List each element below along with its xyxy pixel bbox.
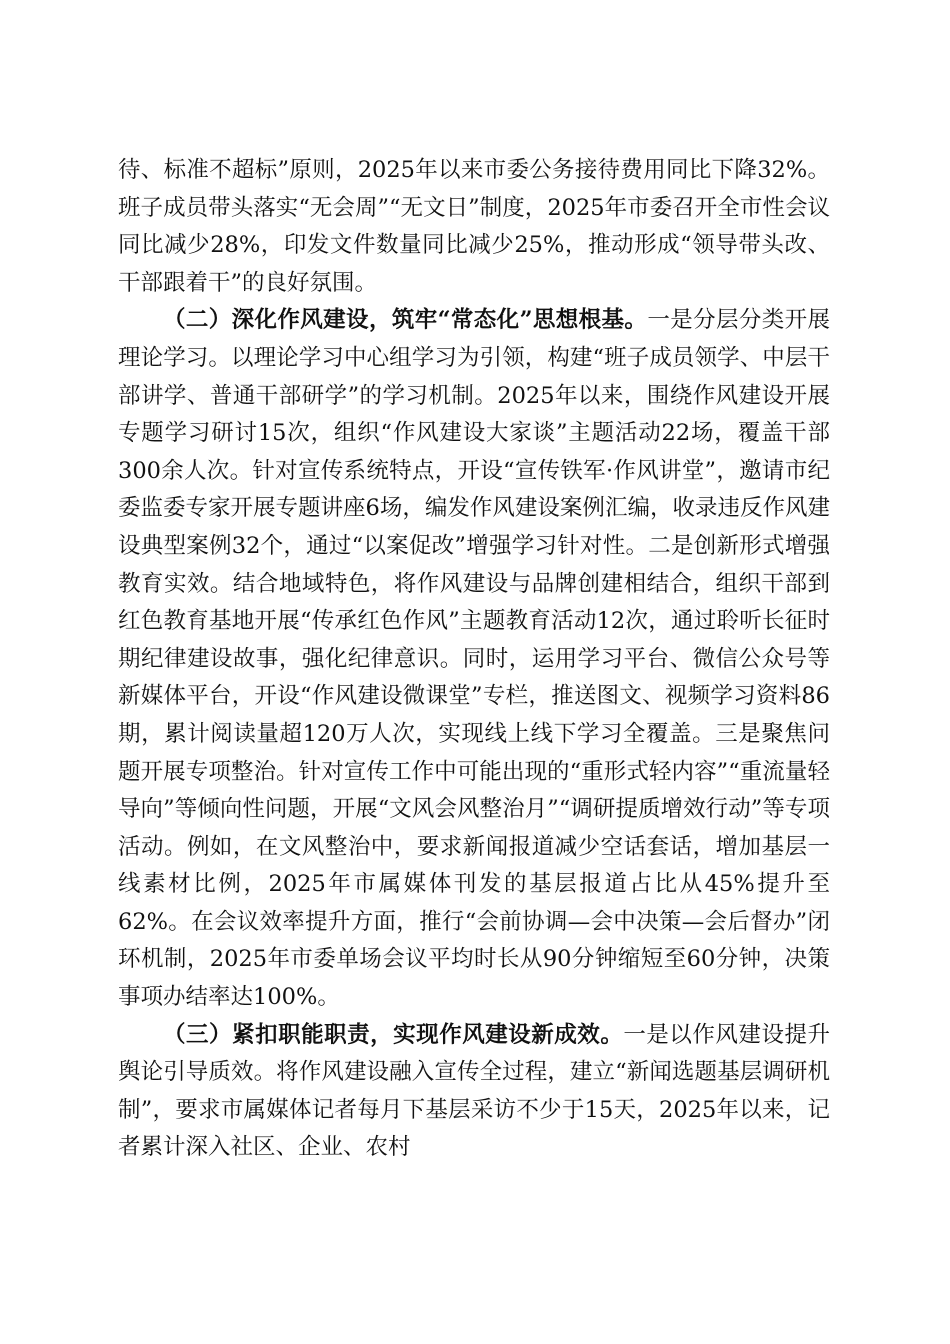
paragraph-2	[118, 302, 830, 1016]
paragraph-2-text: 一是分层分类开展理论学习。以理论学习中心组学习为引领，构建“班子成员领学、中层干部讲学、普通干部研学”的学习机制。2025年以来，围绕作风建设开展专题学习研讨15次，组织“作风建设大家谈”主题活动22场，覆盖干部300余人次。针对宣传系统特点，开设“宣传铁军·作风讲堂”，邀请市纪委监委专家开展专题讲座6场，编发作风建设案例汇编，收录违反作风建设典型案例32个，通过“以案促改”增强学习针对性。二是创新形式增强教育实效。结合地域特色，将作风建设与品牌创建相结合，组织干部到红色教育基地开展“传承红色作风”主题教育活动12次，通过聆听长征时期纪律建设故事，强化纪律意识。同时，运用学习平台、微信公众号等新媒体平台，开设“作风建设微课堂”专栏，推送图文、视频学习资料86期，累计阅读量超120万人次，实现线上线下学习全覆盖。三是聚焦问题开展专项整治。针对宣传工作中可能出现的“重形式轻内容”“重流量轻导向”等倾向性问题，开展“文风会风整治月”“调研提质增效行动”等专项活动。例如，在文风整治中，要求新闻报道减少空话套话，增加基层一线素材比例，2025年市属媒体刊发的基层报道占比从45%提升至62%。在会议效率提升方面，推行“会前协调—会中决策—会后督办”闭环机制，2025年市委单场会议平均时长从90分钟缩短至60分钟，决策事项办结率达100%。	[118, 307, 830, 1011]
document-body	[118, 152, 830, 1167]
paragraph-3	[118, 1017, 830, 1167]
paragraph-1-text: 待、标准不超标”原则，2025年以来市委公务接待费用同比下降32%。班子成员带头落实“无会周”“无文日”制度，2025年市委召开全市性会议同比减少28%，印发文件数量同比减少25%，推动形成“领导带头改、干部跟着干”的良好氛围。	[118, 157, 830, 296]
section-heading-2: （二）深化作风建设，筑牢“常态化”思想根基。	[163, 307, 648, 334]
paragraph-1	[118, 152, 830, 302]
paragraph-3-text: 一是以作风建设提升舆论引导质效。将作风建设融入宣传全过程，建立“新闻选题基层调研机制”，要求市属媒体记者每月下基层采访不少于15天，2025年以来，记者累计深入社区、企业、农村	[118, 1021, 830, 1161]
section-heading-3: （三）紧扣职能职责，实现作风建设新成效。	[163, 1021, 624, 1048]
